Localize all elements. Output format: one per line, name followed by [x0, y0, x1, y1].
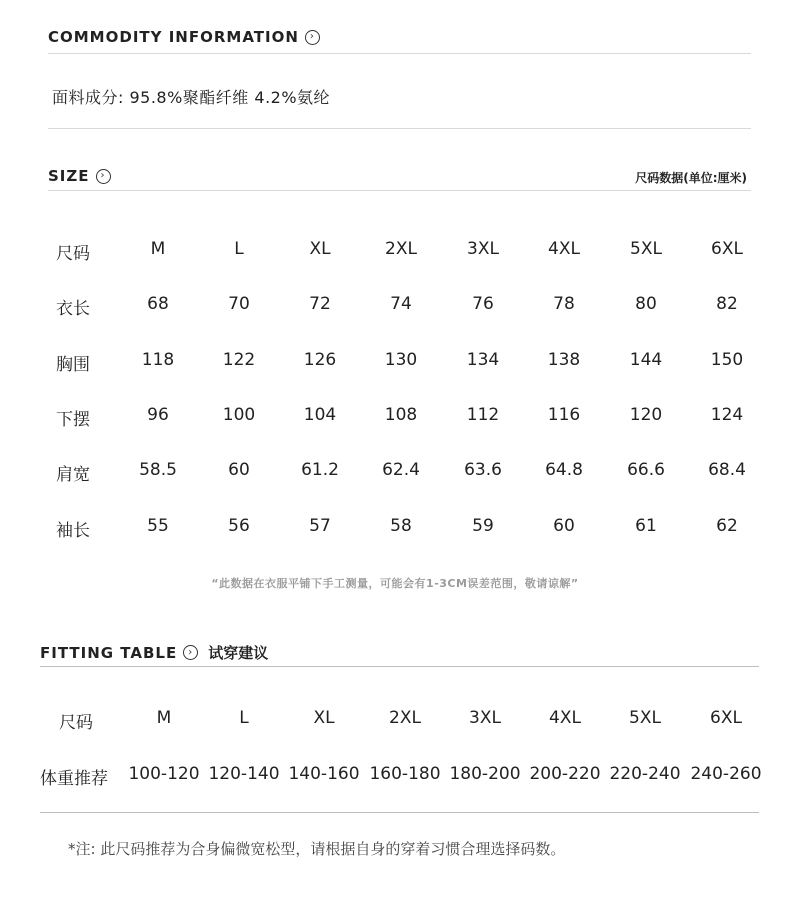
- fitting-subtitle: 试穿建议: [208, 644, 269, 662]
- fitting-size-cell: 3XL: [469, 708, 501, 728]
- fitting-size-cell: 6XL: [710, 708, 742, 728]
- fitting-divider: [40, 666, 759, 667]
- fitting-header-label: 尺码: [59, 713, 93, 733]
- fabric-divider: [48, 128, 751, 129]
- fabric-composition: 面料成分: 95.8%聚酯纤维 4.2%氨纶: [52, 88, 331, 107]
- fitting-size-cell: 2XL: [389, 708, 421, 728]
- fitting-weight-cell: 100-120: [128, 764, 200, 784]
- measurement-note: “此数据在衣服平铺下手工测量，可能会有1-3CM误差范围，敬请谅解”: [211, 577, 579, 590]
- fitting-title-text: FITTING TABLE: [40, 643, 178, 662]
- commodity-title-text: COMMODITY INFORMATION: [48, 28, 299, 46]
- size-table-cell: 108: [384, 405, 418, 425]
- size-header-cell: 2XL: [385, 239, 417, 259]
- commodity-section-title: [48, 28, 320, 46]
- size-table-cell: 78: [553, 294, 575, 314]
- size-header-cell: M: [150, 239, 166, 259]
- size-table-cell: 55: [147, 516, 169, 536]
- size-table-cell: 144: [629, 350, 663, 370]
- size-header-cell: L: [234, 239, 244, 259]
- size-header-cell: 6XL: [711, 239, 743, 259]
- size-table-cell: 118: [141, 350, 175, 370]
- fitting-weight-cell: 140-160: [288, 764, 360, 784]
- size-table-cell: 104: [303, 405, 337, 425]
- size-table-cell: 68.4: [708, 460, 746, 480]
- fitting-size-cell: 5XL: [629, 708, 661, 728]
- size-row-label: 肩宽: [56, 465, 90, 485]
- fitting-size-cell: M: [156, 708, 172, 728]
- size-table-cell: 60: [228, 460, 250, 480]
- size-table-cell: 130: [384, 350, 418, 370]
- size-header-cell: 4XL: [548, 239, 580, 259]
- size-table-cell: 100: [222, 405, 256, 425]
- size-table-cell: 124: [710, 405, 744, 425]
- size-header-cell: 3XL: [467, 239, 499, 259]
- fitting-size-cell: XL: [313, 708, 335, 728]
- fitting-weight-cell: 220-240: [609, 764, 681, 784]
- size-table-cell: 64.8: [545, 460, 583, 480]
- footnote: *注: 此尺码推荐为合身偏微宽松型，请根据自身的穿着习惯合理选择码数。: [68, 840, 566, 858]
- size-table-cell: 62.4: [382, 460, 420, 480]
- unit-note: 尺码数据(单位:厘米): [635, 171, 747, 185]
- fitting-weight-cell: 160-180: [369, 764, 441, 784]
- size-table-cell: 76: [472, 294, 494, 314]
- size-table-cell: 120: [629, 405, 663, 425]
- fitting-size-cell: L: [239, 708, 249, 728]
- commodity-divider: [48, 53, 751, 54]
- size-table-cell: 116: [547, 405, 581, 425]
- chevron-right-circle-icon: ›: [96, 169, 111, 184]
- size-row-label: 下摆: [56, 410, 90, 430]
- size-table-cell: 68: [147, 294, 169, 314]
- fitting-bottom-divider: [40, 812, 759, 813]
- size-table-cell: 138: [547, 350, 581, 370]
- size-title-text: SIZE: [48, 167, 90, 185]
- size-table-cell: 58.5: [139, 460, 177, 480]
- size-row-label: 袖长: [56, 521, 90, 541]
- size-table-cell: 112: [466, 405, 500, 425]
- size-table-cell: 82: [716, 294, 738, 314]
- size-table-cell: 59: [472, 516, 494, 536]
- size-section-title: [48, 167, 111, 185]
- fitting-weight-cell: 200-220: [529, 764, 601, 784]
- size-table-cell: 61.2: [301, 460, 339, 480]
- size-row-label: 衣长: [56, 299, 90, 319]
- size-table-cell: 72: [309, 294, 331, 314]
- fitting-size-cell: 4XL: [549, 708, 581, 728]
- size-row-label: 胸围: [56, 355, 90, 375]
- size-table-cell: 122: [222, 350, 256, 370]
- size-table-cell: 74: [390, 294, 412, 314]
- size-table-cell: 96: [147, 405, 169, 425]
- size-table-cell: 56: [228, 516, 250, 536]
- size-table-cell: 57: [309, 516, 331, 536]
- size-table-cell: 126: [303, 350, 337, 370]
- size-table-cell: 62: [716, 516, 738, 536]
- size-table-cell: 63.6: [464, 460, 502, 480]
- size-divider: [48, 190, 751, 191]
- size-table-cell: 60: [553, 516, 575, 536]
- fitting-weight-cell: 240-260: [690, 764, 762, 784]
- size-header-label: 尺码: [56, 244, 90, 264]
- fitting-weight-cell: 120-140: [208, 764, 280, 784]
- fitting-section-title: [40, 642, 268, 663]
- size-table-cell: 150: [710, 350, 744, 370]
- chevron-right-circle-icon: ›: [305, 30, 320, 45]
- size-table-cell: 61: [635, 516, 657, 536]
- size-table-cell: 66.6: [627, 460, 665, 480]
- chevron-right-circle-icon: ›: [183, 645, 198, 660]
- size-header-cell: 5XL: [630, 239, 662, 259]
- weight-row-label: 体重推荐: [40, 769, 108, 789]
- size-table-cell: 134: [466, 350, 500, 370]
- fitting-weight-cell: 180-200: [449, 764, 521, 784]
- size-table-cell: 80: [635, 294, 657, 314]
- size-header-cell: XL: [309, 239, 331, 259]
- size-table-cell: 70: [228, 294, 250, 314]
- size-table-cell: 58: [390, 516, 412, 536]
